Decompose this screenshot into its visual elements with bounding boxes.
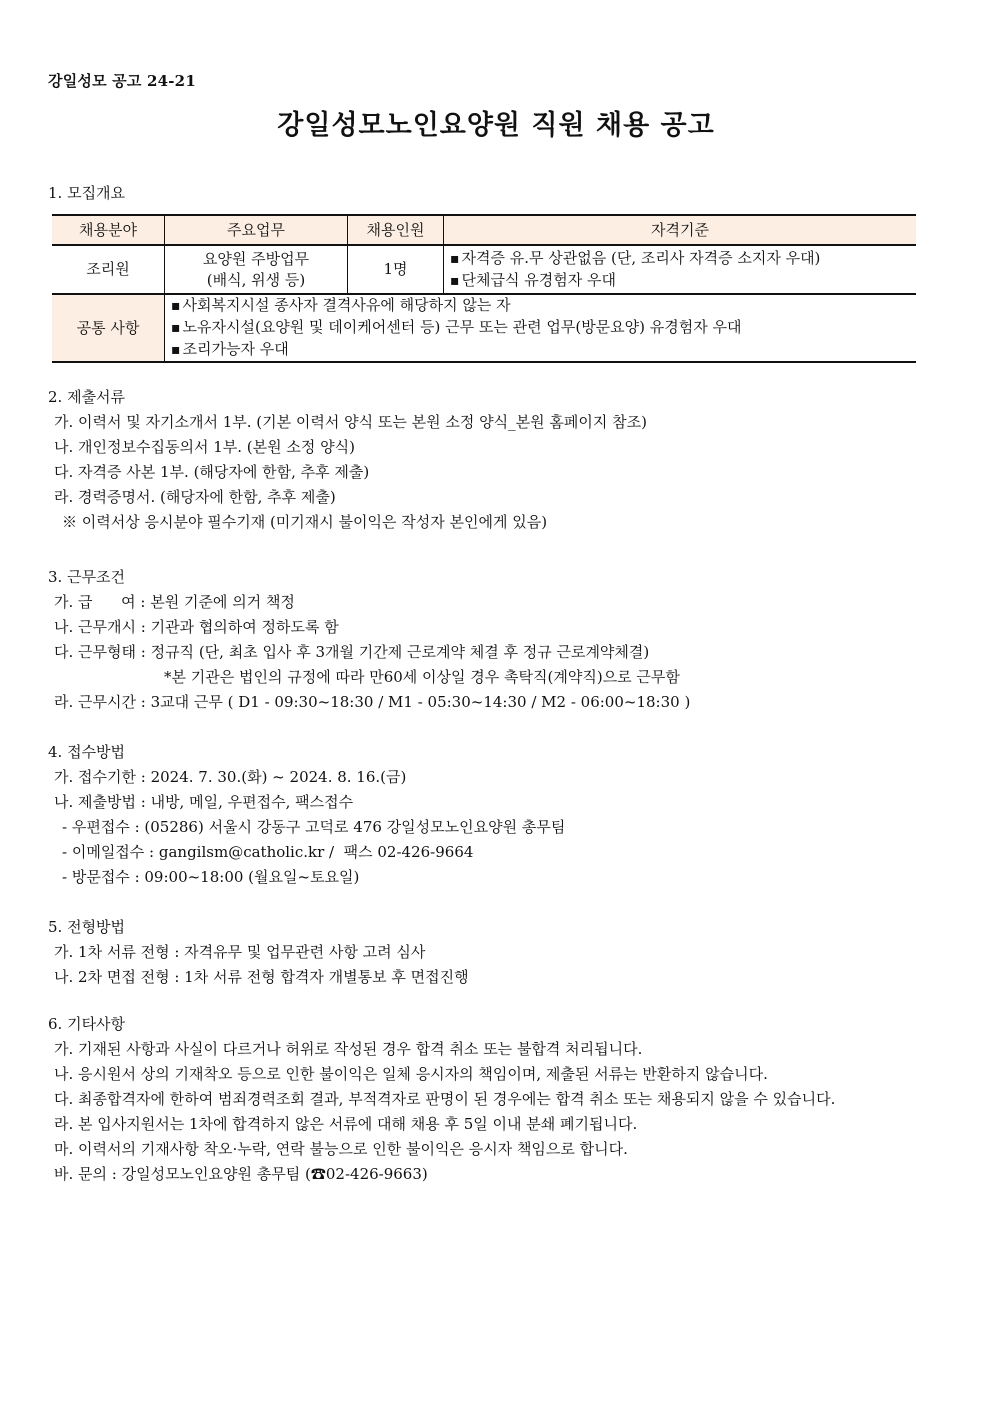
section-3-heading: 3. 근무조건 (48, 568, 126, 586)
contact-item: 바. 문의 : 강일성모노인요양원 총무팀 (☎02-426-9663) (54, 1165, 428, 1183)
column-header-qualifications: 자격기준 (444, 215, 917, 245)
column-header-field: 채용분야 (52, 215, 165, 245)
application-sub-item: - 이메일접수 : gangilsm@catholic.kr / 팩스 02-426-9664 (62, 843, 474, 861)
submission-item: 가. 이력서 및 자기소개서 1부. (기본 이력서 양식 또는 본원 소정 양식_본원 홈페이지 참조) (54, 413, 647, 431)
column-header-duties: 주요업무 (165, 215, 348, 245)
table-row-common (52, 294, 916, 362)
duties-line: (배식, 위생 등) (206, 270, 306, 289)
duties-line: 요양원 주방업무 (202, 249, 310, 268)
common-label-cell: 공통 사항 (52, 294, 165, 362)
recruitment-table (52, 214, 916, 363)
section-6-heading: 6. 기타사항 (48, 1015, 126, 1033)
section-1-heading: 1. 모집개요 (48, 184, 126, 202)
selection-item: 나. 2차 면접 전형 : 1차 서류 전형 합격자 개별통보 후 면접진행 (54, 968, 469, 986)
condition-item: 가. 급 여 : 본원 기준에 의거 책정 (54, 593, 295, 611)
qualification-item: ▪ 단체급식 유경험자 우대 (450, 270, 910, 292)
table-header-row (52, 215, 916, 245)
field-cell: 조리원 (52, 245, 165, 294)
column-header-headcount: 채용인원 (348, 215, 444, 245)
application-item: 가. 접수기한 : 2024. 7. 30.(화) ~ 2024. 8. 16.(금) (54, 768, 407, 786)
section-5-heading: 5. 전형방법 (48, 918, 126, 936)
submission-item: 나. 개인정보수집동의서 1부. (본원 소정 양식) (54, 438, 355, 456)
qualification-item: ▪ 자격증 유.무 상관없음 (단, 조리사 자격증 소지자 우대) (450, 248, 910, 270)
table-row (52, 245, 916, 294)
common-item: ▪ 노유자시설(요양원 및 데이케어센터 등) 근무 또는 관련 업무(방문요양) 유경험자 우대 (171, 317, 910, 339)
section-4-heading: 4. 접수방법 (48, 743, 126, 761)
common-item: ▪ 사회복지시설 종사자 결격사유에 해당하지 않는 자 (171, 295, 910, 317)
duties-cell (165, 245, 348, 294)
working-hours: 라. 근무시간 : 3교대 근무 ( D1 - 09:30~18:30 / M1 - 05:30~14:30 / M2 - 06:00~18:30 ) (54, 693, 691, 711)
submission-item: 라. 경력증명서. (해당자에 한함, 추후 제출) (54, 488, 336, 506)
submission-item: 다. 자격증 사본 1부. (해당자에 한함, 추후 제출) (54, 463, 370, 481)
application-item: 나. 제출방법 : 내방, 메일, 우편접수, 팩스접수 (54, 793, 354, 811)
section-2-heading: 2. 제출서류 (48, 388, 126, 406)
misc-item: 나. 응시원서 상의 기재착오 등으로 인한 불이익은 일체 응시자의 책임이며, 제출된 서류는 반환하지 않습니다. (54, 1065, 768, 1083)
common-items-cell (165, 294, 917, 362)
condition-item: 다. 근무형태 : 정규직 (단, 최초 입사 후 3개월 기간제 근로계약 체결 후 정규 근로계약체결) (54, 643, 650, 661)
misc-item: 마. 이력서의 기재사항 착오·누락, 연락 불능으로 인한 불이익은 응시자 책임으로 합니다. (54, 1140, 628, 1158)
misc-item: 다. 최종합격자에 한하여 범죄경력조회 결과, 부적격자로 판명이 된 경우에는 합격 취소 또는 채용되지 않을 수 있습니다. (54, 1090, 836, 1108)
misc-item: 라. 본 입사지원서는 1차에 합격하지 않은 서류에 대해 채용 후 5일 이내 분쇄 폐기됩니다. (54, 1115, 638, 1133)
qualifications-cell (444, 245, 917, 294)
headcount-cell: 1명 (348, 245, 444, 294)
application-sub-item: - 우편접수 : (05286) 서울시 강동구 고덕로 476 강일성모노인요양원 총무팀 (62, 818, 566, 836)
document-title: 강일성모노인요양원 직원 채용 공고 (277, 110, 715, 141)
common-item: ▪ 조리가능자 우대 (171, 339, 910, 361)
application-sub-item: - 방문접수 : 09:00~18:00 (월요일~토요일) (62, 868, 360, 886)
condition-item: 나. 근무개시 : 기관과 협의하여 정하도록 함 (54, 618, 339, 636)
selection-item: 가. 1차 서류 전형 : 자격유무 및 업무관련 사항 고려 심사 (54, 943, 426, 961)
document-code: 강일성모 공고 24-21 (48, 72, 196, 90)
submission-note: ※ 이력서상 응시분야 필수기재 (미기재시 불이익은 작성자 본인에게 있음) (62, 513, 548, 531)
misc-item: 가. 기재된 사항과 사실이 다르거나 허위로 작성된 경우 합격 취소 또는 불합격 처리됩니다. (54, 1040, 643, 1058)
condition-note: *본 기관은 법인의 규정에 따라 만60세 이상일 경우 촉탁직(계약직)으로 근무함 (164, 668, 680, 686)
